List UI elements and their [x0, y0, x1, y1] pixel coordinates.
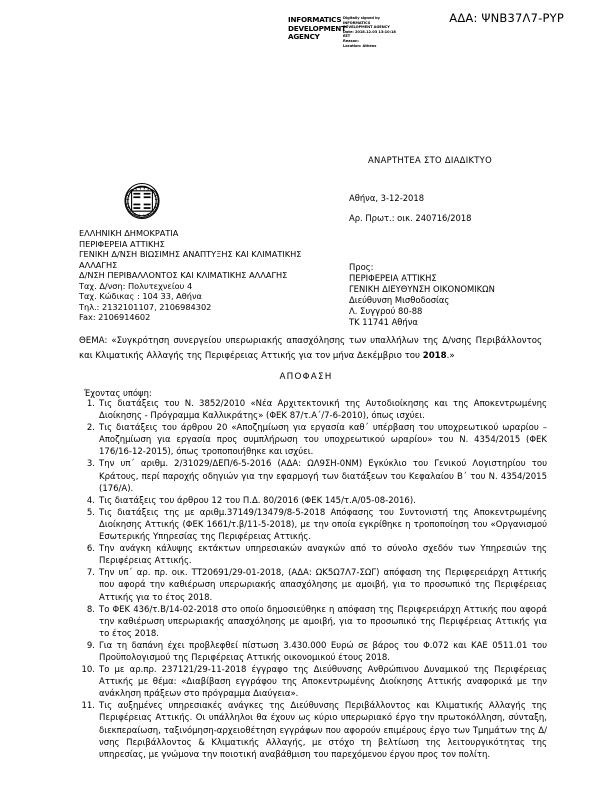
clause-number: 5.	[86, 507, 95, 518]
clause-number: 6.	[86, 544, 95, 555]
issuer-country: ΕΛΛΗΝΙΚΗ ΔΗΜΟΚΡΑΤΙΑ	[79, 228, 179, 238]
subject-text-part-1: «Συγκρότηση συνεργείου υπερωριακής απασχόλησης των υπαλλήλων της Δ/νσης Περιβάλλοντος και Κλιματικής Αλλαγής της Περιφέρειας Αττικής για τον μήνα Δεκέμβριο του	[79, 336, 542, 361]
subject-year: 2018	[422, 351, 447, 361]
sig-detail-line-6: Reason:	[343, 38, 359, 43]
clause-number: 7.	[86, 568, 95, 579]
clause-number: 8.	[86, 604, 95, 615]
issuer-phone: Τηλ.: 2132101107, 2106984302	[79, 301, 212, 312]
sig-logo-line-1: INFORMATICS	[288, 15, 342, 24]
clause-text: Την υπ΄ αρ. πρ. οικ. ΤΤ20691/29-01-2018, (ΑΔΑ: ΩΚ5Ω7Λ7-ΣΩΓ) απόφαση της Περιφερειάρχη Αττικής που αφορά την καθιέρωση υπερωριακής απασχόλησης με αμοιβή, για το προσωπικό της Περιφέρειας Αττικής για το έτος 2018.	[99, 568, 547, 603]
clause-item	[79, 640, 547, 664]
publication-notice: ΑΝΑΡΤΗΤΕΑ ΣΤΟ ΔΙΑΔΙΚΤΥΟ	[368, 155, 492, 165]
issuer-details	[79, 228, 341, 323]
issuer-fax: Fax: 2106914602	[79, 312, 151, 322]
clause-text: Τις αυξημένες υπηρεσιακές ανάγκες της Διεύθυνσης Περιβάλλοντος και Κλιματικής Αλλαγής της Περιφέρειας Αττικής. Οι υπάλληλοι θα έχουν ως κύριο υπερωριακό έργο την πρωτοκόλληση, σύνταξη, διεκπεραίωση, ταξινόμηση-αρχειοθέτηση εγγράφων που αφορούν επιμέρους έργο των Τμημάτων της Δ/νσης Περιβάλλοντος & Κλιματικής Αλλαγής, με στόχο τη βελτίωση της λειτουργικότητας της υπηρεσίας, με γνώμονα την ποιοτική αναβάθμιση του παρεχόμενου έργου προς τον πολίτη.	[99, 701, 547, 760]
sig-detail-line-1: Digitally signed by	[343, 16, 380, 20]
clause-number: 10.	[81, 665, 95, 676]
recipient-directorate: Διεύθυνση Μισθοδοσίας	[349, 295, 450, 305]
sig-detail-line-3: DEVELOPMENT AGENCY	[343, 25, 390, 30]
recipient-general-directorate: ΓΕΝΙΚΗ ΔΙΕΥΘΥΝΣΗ ΟΙΚΟΝΟΜΙΚΩΝ	[349, 284, 495, 294]
clause-text: Την ανάγκη κάλυψης εκτάκτων υπηρεσιακών αναγκών από το σύνολο σχεδόν των Υπηρεσιών της Περιφέρειας Αττικής.	[99, 544, 547, 567]
hellenic-republic-coat-of-arms-icon	[118, 178, 166, 226]
recipient-to-label: Προς:	[349, 262, 374, 272]
clause-item	[79, 700, 547, 760]
sig-logo-line-2: DEVELOPMENT	[288, 23, 346, 33]
subject-label: ΘΕΜΑ:	[79, 336, 108, 346]
clause-text: Το με αρ.πρ. 237121/29-11-2018 έγγραφο της Διεύθυνσης Ανθρώπινου Δυναμικού της Περιφέρειας Αττικής με θέμα: «Διαβίβαση εγγράφου της Αποκεντρωμένης Διοίκησης Αττικής αναφορικά με την ανάκληση πράξεων στο πρόγραμμα Διαύγεια».	[99, 665, 547, 700]
clause-item	[79, 543, 547, 567]
issuer-general-directorate: ΓΕΝΙΚΗ Δ/ΝΣΗ ΒΙΩΣΙΜΗΣ ΑΝΑΠΤΥΞΗΣ ΚΑΙ ΚΛΙΜΑΤΙΚΗΣ ΑΛΛΑΓΗΣ	[79, 249, 302, 270]
sig-detail-line-2: INFORMATICS	[343, 20, 371, 25]
clause-item	[79, 422, 547, 458]
clause-item	[79, 664, 547, 700]
legal-clause-list	[79, 398, 547, 761]
recipient-postcode-city: ΤΚ 11741 Αθήνα	[349, 317, 418, 327]
ada-reference-number: ΑΔΑ: ΨΝΒ37Λ7-ΡΥΡ	[449, 11, 564, 25]
sig-detail-line-4: Date: 2018.12.03 13:10:18	[343, 29, 396, 34]
clause-number: 4.	[86, 495, 95, 506]
recipient-region: ΠΕΡΙΦΕΡΕΙΑ ΑΤΤΙΚΗΣ	[349, 273, 437, 283]
clause-item	[79, 507, 547, 543]
clause-item	[79, 398, 547, 422]
clause-text: Για τη δαπάνη έχει προβλεφθεί πίστωση 3.430.000 Ευρώ σε βάρος του Φ.072 και ΚΑΕ 0511.01 του Προϋπολογισμού της Περιφέρειας Αττικής οικονομικού έτους 2018.	[99, 640, 547, 663]
informatics-development-agency-logo	[288, 15, 346, 42]
dispatch-place-date: Αθήνα, 3-12-2018	[349, 193, 425, 203]
preamble-text: Έχοντας υπόψη:	[84, 388, 152, 398]
clause-number: 1.	[86, 399, 95, 409]
clause-item	[79, 458, 547, 494]
issuer-directorate: Δ/ΝΣΗ ΠΕΡΙΒΑΛΛΟΝΤΟΣ ΚΑΙ ΚΛΙΜΑΤΙΚΗΣ ΑΛΛΑΓΗΣ	[79, 270, 288, 280]
clause-number: 11.	[81, 701, 95, 712]
dispatch-protocol-number: Αρ. Πρωτ.: οικ. 240716/2018	[349, 213, 472, 223]
digital-signature-stamp	[288, 16, 409, 48]
sig-detail-line-5: EET	[343, 34, 351, 39]
clause-item	[79, 567, 547, 603]
clause-item	[79, 604, 547, 640]
clause-text: Τις διατάξεις της με αριθμ.37149/13479/8-5-2018 Απόφασης του Συντονιστή της Αποκεντρωμένης Διοίκησης Αττικής (ΦΕΚ 1661/τ.β/11-5-2018), με την οποία εγκρίθηκε η τροποποίηση του «Οργανισμού Εσωτερικής Υπηρεσίας της Περιφέρειας Αττικής.	[99, 507, 547, 543]
clause-text: Τις διατάξεις του άρθρου 12 του Π.Δ. 80/2016 (ΦΕΚ 145/τ.Α/05-08-2016).	[99, 495, 416, 506]
clause-number: 2.	[86, 423, 95, 434]
clause-number: 3.	[86, 459, 95, 470]
clause-text: Το ΦΕΚ 436/τ.Β/14-02-2018 στο οποίο δημοσιεύθηκε η απόφαση της Περιφερειάρχη Αττικής που αφορά την καθιέρωση υπερωριακής απασχόλησης με αμοιβή, για το προσωπικό της Περιφέρειας Αττικής για το έτος 2018.	[99, 604, 547, 639]
recipient-street: Λ. Συγγρού 80-88	[349, 306, 423, 316]
clause-text: Την υπ΄ αριθμ. 2/31029/ΔΕΠ/6-5-2016 (ΑΔΑ: ΩΛ9ΣΗ-0ΝΜ) Εγκύκλιο του Γενικού Λογιστηρίου του Κράτους, περί παροχής οδηγιών για την εφαρμογή των διατάξεων του Κεφαλαίου Β΄ του Ν. 4354/2015 (176/Α).	[99, 459, 547, 494]
recipient-details	[349, 262, 584, 328]
sig-logo-line-3: AGENCY	[288, 32, 320, 42]
clause-text: Τις διατάξεις του Ν. 3852/2010 «Νέα Αρχιτεκτονική της Αυτοδιοίκησης και της Αποκεντρωμένης Διοίκησης - Πρόγραμμα Καλλικράτης» (ΦΕΚ 87/τ.Α΄/7-6-2010), όπως ισχύει.	[99, 399, 547, 422]
decision-heading: ΑΠΟΦΑΣΗ	[279, 372, 333, 382]
digital-signature-details	[343, 16, 409, 48]
issuer-address: Ταχ. Δ/νση: Πολυτεχνείου 4	[79, 280, 193, 291]
dispatch-details	[349, 193, 579, 224]
issuer-postcode: Ταχ. Κώδικας : 104 33, Αθήνα	[79, 291, 202, 301]
clause-text: Τις διατάξεις του άρθρου 20 «Αποζημίωση για εργασία καθ΄ υπέρβαση του υποχρεωτικού ωραρίου – Αποζημίωση για εργασία προς συμπλήρωση του υποχρεωτικού ωραρίου» του Ν. 4354/2015 (ΦΕΚ 176/16-12-2015), όπως τροποποιήθηκε και ισχύει.	[99, 423, 547, 458]
issuer-region: ΠΕΡΙΦΕΡΕΙΑ ΑΤΤΙΚΗΣ	[79, 238, 165, 249]
subject-line	[79, 334, 542, 364]
sig-detail-line-7: Location: Athens	[343, 43, 377, 48]
clause-item	[79, 495, 547, 507]
clause-number: 9.	[86, 640, 95, 651]
subject-text-part-2: .»	[446, 351, 455, 361]
